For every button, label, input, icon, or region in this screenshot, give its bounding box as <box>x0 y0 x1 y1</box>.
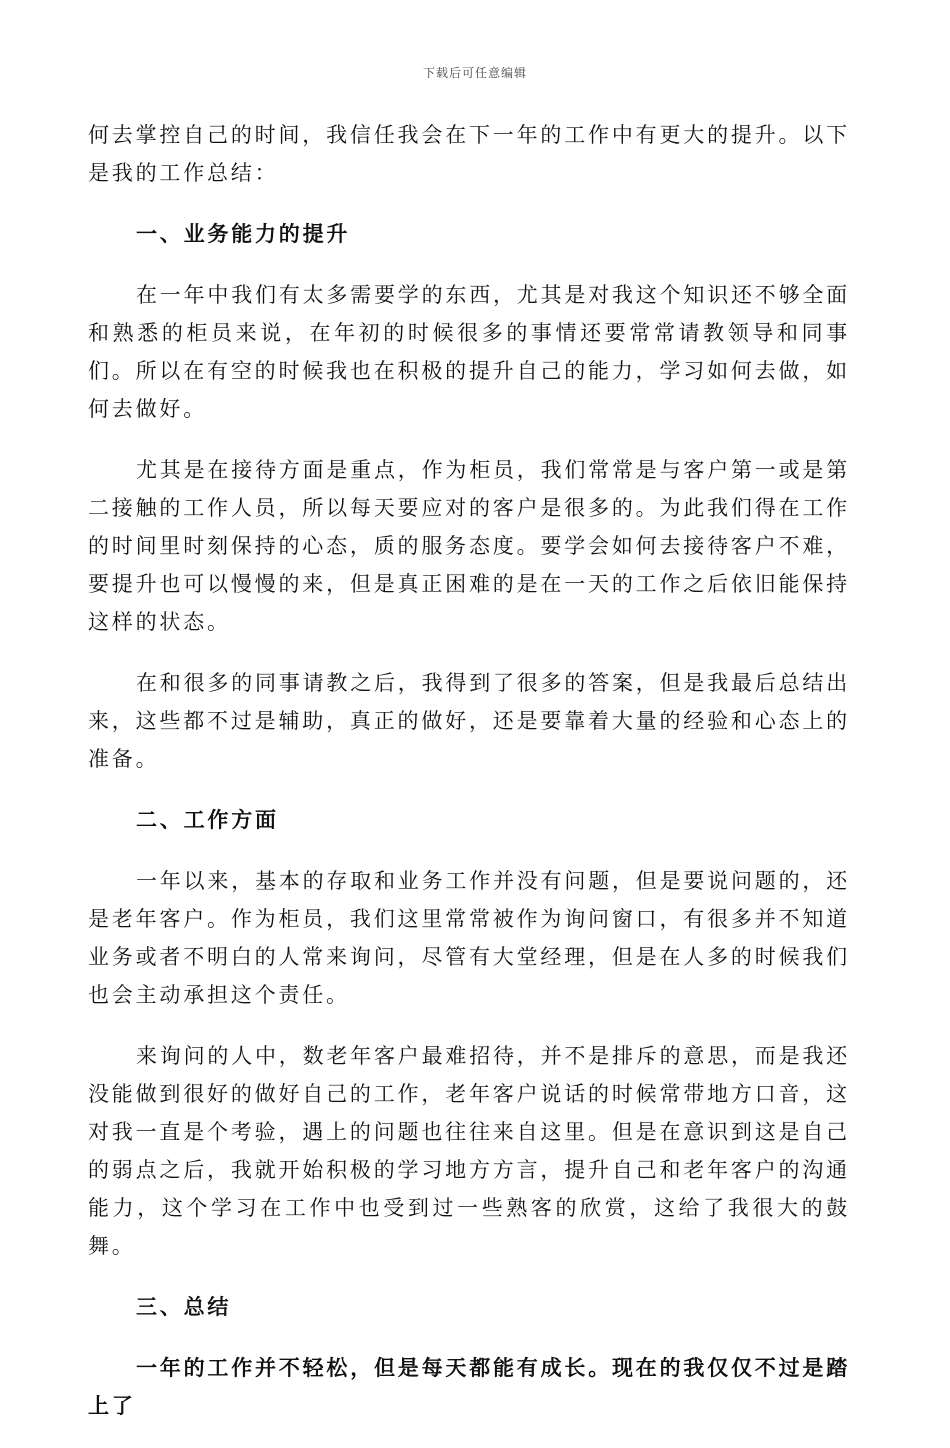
section-heading-work: 二、工作方面 <box>136 807 279 832</box>
intro-paragraph: 何去掌控自己的时间，我信任我会在下一年的工作中有更大的提升。以下是我的工作总结： <box>88 123 850 185</box>
section-heading-business-ability: 一、业务能力的提升 <box>136 221 351 246</box>
document-body <box>88 116 850 1448</box>
paragraph-business-1: 在一年中我们有太多需要学的东西，尤其是对我这个知识还不够全面和熟悉的柜员来说，在年初的时候很多的事情还要常常请教领导和同事们。所以在有空的时候我也在积极的提升自己的能力，学习如何去做，如何去做好。 <box>88 283 850 421</box>
paragraph-business-3: 在和很多的同事请教之后，我得到了很多的答案，但是我最后总结出来，这些都不过是辅助，真正的做好，还是要靠着大量的经验和心态上的准备。 <box>88 671 850 771</box>
page-header-note: 下载后可任意编辑 <box>422 66 527 80</box>
section-heading-summary: 三、总结 <box>136 1294 232 1319</box>
paragraph-work-2: 来询问的人中，数老年客户最难招待，并不是排斥的意思，而是我还没能做到很好的做好自己的工作，老年客户说话的时候常带地方口音，这对我一直是个考验，遇上的问题也往往来自这里。但是在意识到这是自己的弱点之后，我就开始积极的学习地方方言，提升自己和老年客户的沟通能力，这个学习在工作中也受到过一些熟客的欣赏，这给了我很大的鼓舞。 <box>88 1044 850 1258</box>
paragraph-business-2: 尤其是在接待方面是重点，作为柜员，我们常常是与客户第一或是第二接触的工作人员，所以每天要应对的客户是很多的。为此我们得在工作的时间里时刻保持的心态，质的服务态度。要学会如何去接待客户不难，要提升也可以慢慢的来，但是真正困难的是在一天的工作之后依旧能保持这样的状态。 <box>88 458 850 634</box>
paragraph-summary-1: 一年的工作并不轻松，但是每天都能有成长。现在的我仅仅不过是踏上了 <box>88 1355 850 1418</box>
paragraph-work-1: 一年以来，基本的存取和业务工作并没有问题，但是要说问题的，还是老年客户。作为柜员，我们这里常常被作为询问窗口，有很多并不知道业务或者不明白的人常来询问，尽管有大堂经理，但是在人多的时候我们也会主动承担这个责任。 <box>88 869 850 1007</box>
